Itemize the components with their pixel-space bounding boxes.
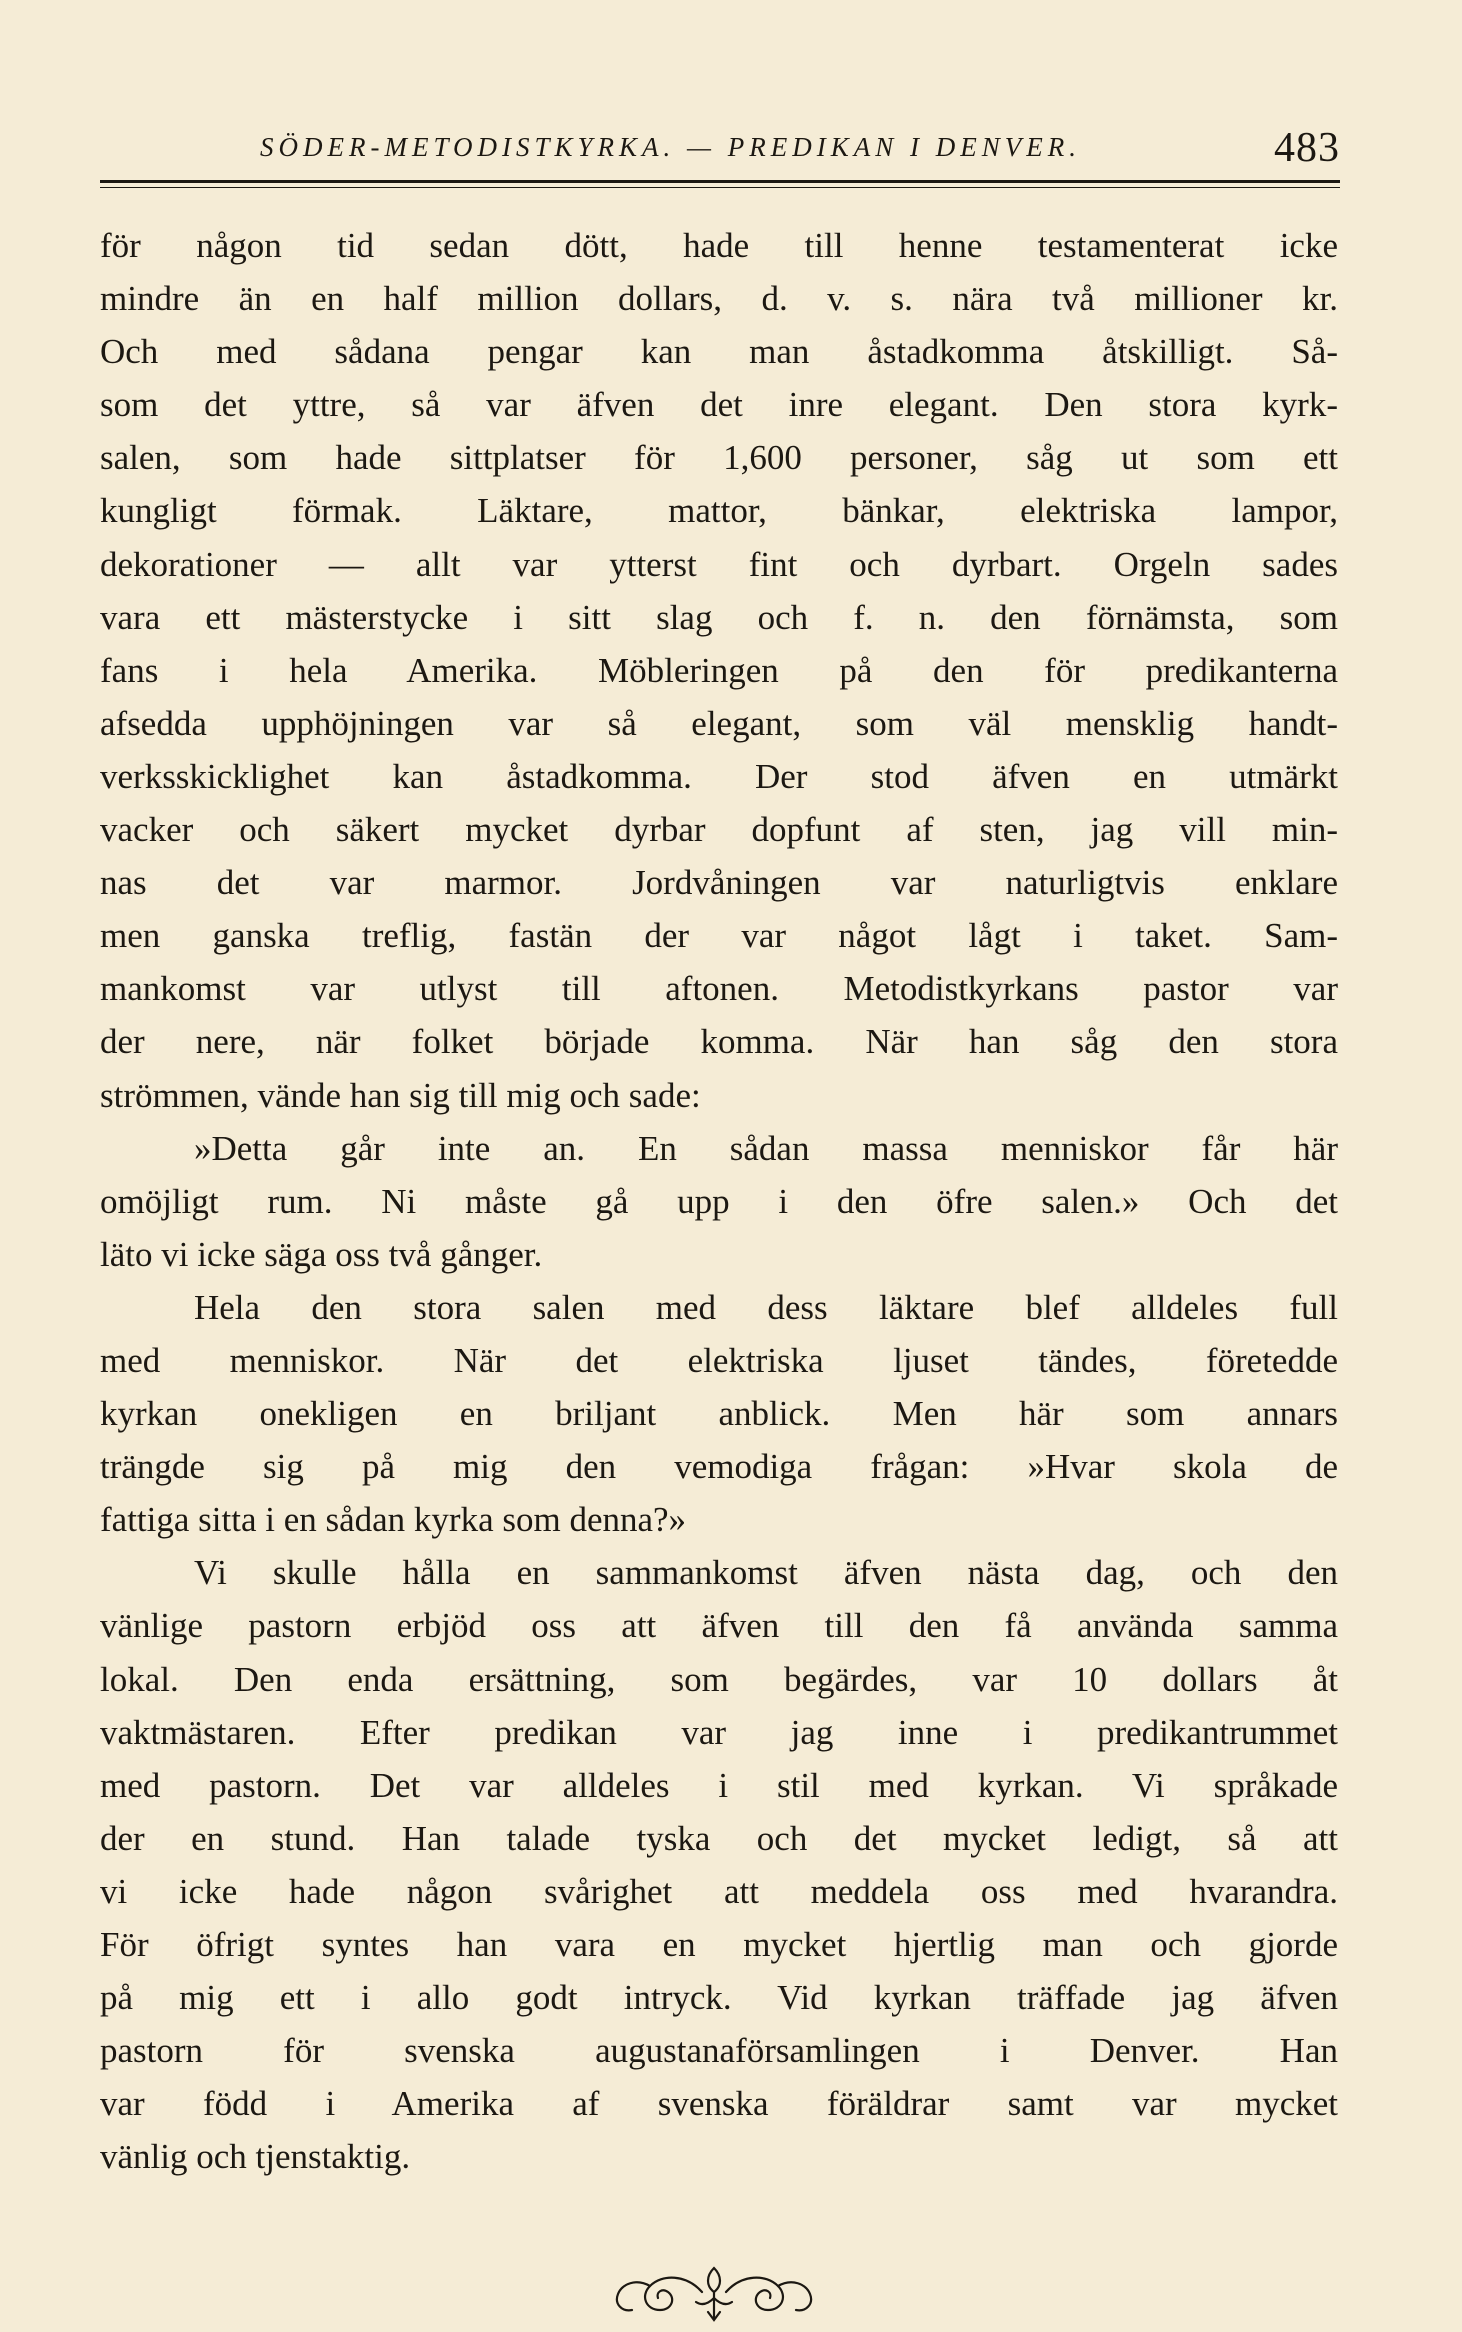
text-line: der nere, när folket började komma. När han såg den stora [100,1022,1338,1062]
running-title: SÖDER-METODISTKYRKA. — PREDIKAN I DENVER. [260,132,1081,162]
text-line: Vi skulle hålla en sammankomst äfven nästa dag, och den [194,1553,1338,1593]
text-line: afsedda upphöjningen var så elegant, som väl mensklig handt- [100,703,1338,743]
text-line: vi icke hade någon svårighet att meddela oss med hvarandra. [100,1871,1338,1911]
header-rule [100,180,1340,183]
text-line: För öfrigt syntes han vara en mycket hjertlig man och gjorde [100,1925,1338,1964]
text-line: pastorn för svenska augustanaförsamlingen i Denver. Han [100,2031,1338,2071]
text-line: fattiga sitta i en sådan kyrka som denna?» [100,1500,687,1540]
text-line: med menniskor. När det elektriska ljuset tändes, företedde [100,1340,1338,1380]
text-line: Hela den stora salen med dess läktare blef alldeles full [194,1287,1338,1327]
text-line: vara ett mästerstycke i sitt slag och f. n. den förnämsta, som [100,597,1338,637]
page-header [100,110,1340,180]
text-line: vänlig och tjenstaktig. [100,2137,411,2177]
text-line: med pastorn. Det var alldeles i stil med kyrkan. Vi språkade [100,1765,1338,1805]
text-line: »Detta går inte an. En sådan massa menniskor får här [194,1128,1338,1168]
text-line: kyrkan onekligen en briljant anblick. Men här som annars [100,1394,1338,1434]
header-rule-thin [100,187,1340,188]
page-number: 483 [1274,125,1340,171]
text-line: men ganska treflig, fastän der var något lågt i taket. Sam- [100,916,1338,956]
text-line: trängde sig på mig den vemodiga frågan: »Hvar skola de [100,1447,1338,1487]
text-line: salen, som hade sittplatser för 1,600 personer, såg ut som ett [100,438,1338,478]
text-line: mankomst var utlyst till aftonen. Metodistkyrkans pastor var [100,969,1338,1009]
body-text [100,219,1338,2183]
text-line: vänlige pastorn erbjöd oss att äfven till den få använda samma [100,1606,1338,1646]
text-line: der en stund. Han talade tyska och det mycket ledigt, så att [100,1818,1338,1858]
text-line: på mig ett i allo godt intryck. Vid kyrkan träffade jag äfven [100,1978,1338,2018]
text-line: som det yttre, så var äfven det inre elegant. Den stora kyrk- [100,385,1338,425]
text-line: verksskicklighet kan åstadkomma. Der stod äfven en utmärkt [100,756,1338,796]
text-line: fans i hela Amerika. Möbleringen på den för predikanterna [100,650,1338,690]
text-line: vaktmästaren. Efter predikan var jag inne i predikantrummet [100,1712,1338,1752]
text-line: omöjligt rum. Ni måste gå upp i den öfre salen.» Och det [100,1181,1338,1221]
text-line: vacker och säkert mycket dyrbar dopfunt af sten, jag vill min- [100,810,1338,850]
text-line: lokal. Den enda ersättning, som begärdes, var 10 dollars åt [100,1659,1338,1699]
text-line: kungligt förmak. Läktare, mattor, bänkar, elektriska lampor, [100,491,1338,531]
text-line: dekorationer — allt var ytterst fint och dyrbart. Orgeln sades [100,544,1338,584]
tailpiece-ornament-icon [606,2262,822,2324]
text-line: strömmen, vände han sig till mig och sade: [100,1075,701,1115]
text-line: mindre än en half million dollars, d. v. s. nära två millioner kr. [100,279,1338,319]
text-line: för någon tid sedan dött, hade till henne testamenterat icke [100,226,1338,265]
text-line: läto vi icke säga oss två gånger. [100,1234,543,1274]
text-line: Och med sådana pengar kan man åstadkomma åtskilligt. Så- [100,332,1338,372]
text-line: var född i Amerika af svenska föräldrar samt var mycket [100,2084,1338,2124]
text-line: nas det var marmor. Jordvåningen var naturligtvis enklare [100,863,1338,903]
